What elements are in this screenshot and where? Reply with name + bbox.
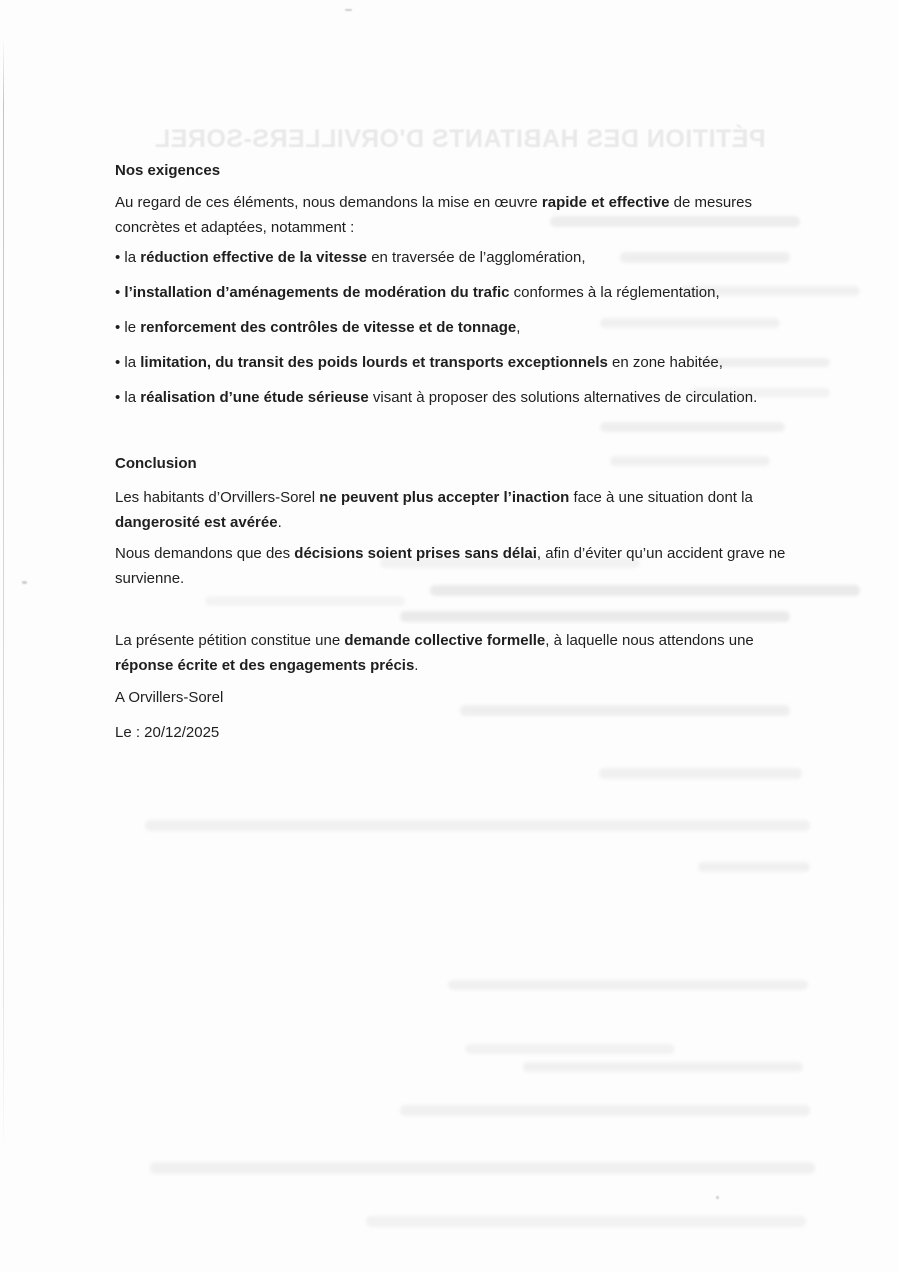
- text-line: Le : 20/12/2025: [115, 724, 220, 741]
- scan-speck: [345, 9, 352, 11]
- scan-speck: [22, 581, 27, 584]
- text-line: Au regard de ces éléments, nous demandons la mise en œuvre rapide et effective de mesures: [115, 194, 753, 211]
- paragraph-intro: [115, 190, 787, 240]
- bleedthrough-artifact: [698, 862, 810, 872]
- text-line: dangerosité est avérée.: [115, 514, 282, 531]
- bleedthrough-artifact: [523, 1062, 803, 1072]
- text-line: concrètes et adaptées, notamment :: [115, 219, 355, 236]
- text-line: Les habitants d’Orvillers-Sorel ne peuvent plus accepter l’inaction face à une situation dont la: [115, 489, 753, 506]
- bleedthrough-artifact: [465, 1044, 675, 1054]
- bullet-item-traffic-calming: [115, 280, 787, 305]
- text-line: A Orvillers-Sorel: [115, 689, 224, 706]
- text-line: réponse écrite et des engagements précis.: [115, 657, 419, 674]
- bleedthrough-artifact: [150, 1162, 815, 1174]
- text-line: • la limitation, du transit des poids lourds et transports exceptionnels en zone habitée,: [115, 354, 723, 371]
- section-heading-demands: Nos exigences: [115, 162, 221, 179]
- section-heading-conclusion: Conclusion: [115, 455, 197, 472]
- petition-text: [115, 158, 787, 745]
- text-line: • l’installation d’aménagements de modération du trafic conformes à la réglementation,: [115, 284, 720, 301]
- paragraph-decisions: [115, 541, 787, 591]
- text-line: • la réalisation d’une étude sérieuse visant à proposer des solutions alternatives de circulation.: [115, 389, 758, 406]
- bleedthrough-mirrored-title: PÉTITION DES HABITANTS D'ORVILLERS-SOREL: [154, 125, 766, 153]
- bleedthrough-artifact: [448, 980, 808, 990]
- bleedthrough-artifact: [366, 1216, 806, 1227]
- text-line: Nous demandons que des décisions soient prises sans délai, afin d’éviter qu’un accident grave ne: [115, 545, 786, 562]
- paragraph-date: [115, 720, 787, 745]
- bullet-item-controls: [115, 315, 787, 340]
- bleedthrough-artifact: [599, 768, 802, 779]
- text-line: La présente pétition constitue une demande collective formelle, à laquelle nous attendons une: [115, 632, 754, 649]
- text-line: survienne.: [115, 570, 185, 587]
- bleedthrough-artifact: [400, 1105, 810, 1116]
- demands-bullet-list: [115, 245, 787, 410]
- scan-speck: [716, 1196, 719, 1199]
- bullet-item-heavy-transit-limit: [115, 350, 787, 375]
- paragraph-formal-demand: [115, 628, 787, 678]
- paragraph-place: [115, 685, 787, 710]
- paragraph-inaction: [115, 485, 787, 535]
- bleedthrough-artifact: [145, 820, 810, 831]
- bullet-item-traffic-study: [115, 385, 787, 410]
- text-line: • le renforcement des contrôles de vitesse et de tonnage,: [115, 319, 521, 336]
- bullet-item-speed-reduction: [115, 245, 787, 270]
- text-line: • la réduction effective de la vitesse en traversée de l’agglomération,: [115, 249, 586, 266]
- scan-edge-line: [3, 38, 4, 1163]
